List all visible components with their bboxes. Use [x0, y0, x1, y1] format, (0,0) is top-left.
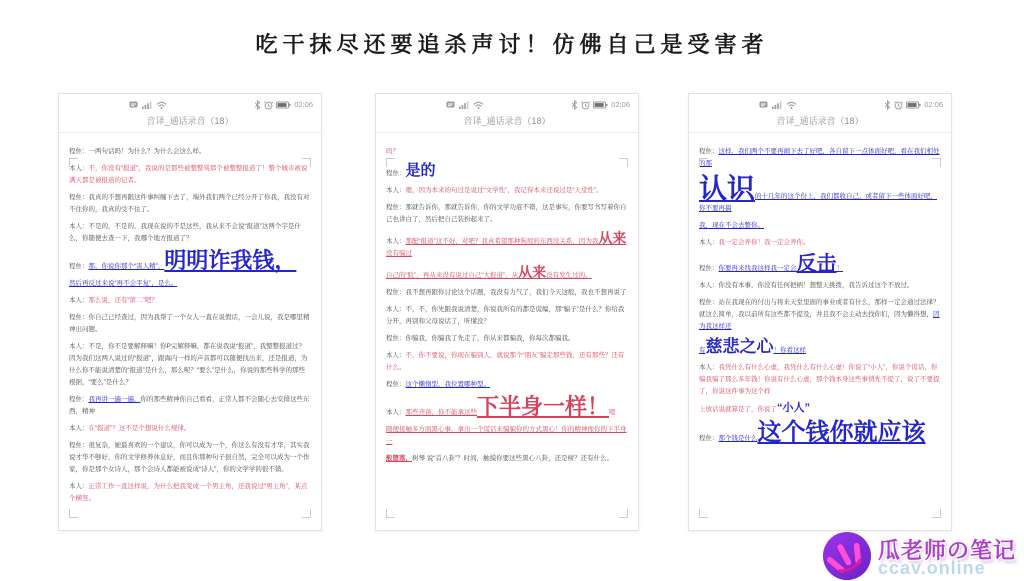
speaker-label: 本人： — [69, 165, 89, 173]
transcript-line — [699, 237, 941, 249]
transcript-line — [699, 175, 941, 215]
speaker-label: 程隹： — [386, 335, 406, 343]
watermark-title: 瓜老师の笔记 — [877, 537, 1016, 563]
transcript-segment: 没有骗过 — [386, 250, 412, 258]
transcript-line — [699, 297, 941, 333]
signal-icon — [459, 101, 469, 109]
battery-icon — [906, 101, 921, 109]
speaker-label: 本人： — [386, 306, 406, 314]
speaker-label: 本人： — [69, 223, 89, 231]
signal-icon — [772, 101, 782, 109]
transcript-segment: 般堕落， — [386, 455, 412, 463]
crop-mark — [302, 158, 311, 167]
transcript-segment: ！ — [836, 265, 843, 273]
status-bar — [689, 94, 951, 112]
transcript-segment: 从来 — [598, 230, 627, 247]
crop-mark — [619, 158, 628, 167]
watermark-url: ccav.online — [877, 557, 986, 578]
transcript-segment: 我不想再跟你讨论这个话题，我没有力气了，我们今天这般，我也不想再说了 — [405, 289, 627, 297]
crop-mark — [699, 509, 708, 518]
transcript-segment: 随便接触多方面黑心事，拿出一个谎话来骗骗你的方式黑心！你的精神像你的下半身一 — [386, 426, 627, 446]
speaker-label: 程隹： — [69, 148, 89, 155]
wifi-icon — [156, 101, 167, 109]
transcript-line — [69, 146, 311, 158]
speaker-label: 程隹： — [69, 194, 89, 202]
transcript-segment: 那些齐备，你不能拿这些 — [405, 409, 477, 417]
transcript-line — [699, 421, 941, 445]
transcript-line — [386, 379, 628, 391]
document-title: 音译_通话录音（18） — [59, 112, 321, 133]
crop-mark — [932, 158, 941, 167]
document-title: 音译_通话录音（18） — [376, 112, 638, 133]
transcript-line — [386, 350, 628, 374]
alarm-icon — [581, 100, 590, 110]
status-left-icons — [129, 101, 254, 109]
transcript-line — [386, 453, 628, 465]
transcript-line — [699, 254, 941, 275]
crop-mark — [302, 509, 311, 518]
transcript-segment: 不是，你不是要解释嘛！你P完解释嘛，都在说我说“报道”，我整整报道过？因为我们这两人说过的“报道”，跟海内一样的声音都可以随便找出来，还是报道，为什么你不能说清楚的“报道”是什么，那么呢？“要么”是什么，你说的那些科学的那些根据，“要么”是什么？ — [69, 343, 308, 387]
transcript-segment: 慈悲之心 — [705, 337, 774, 357]
status-left-icons — [759, 101, 884, 109]
speaker-label: 程隹： — [699, 299, 719, 307]
phone-screenshot-1 — [58, 93, 322, 531]
speaker-label: 程隹： — [699, 265, 719, 273]
transcript-body — [689, 133, 951, 525]
time-label: 02:06 — [611, 100, 630, 109]
speaker-label: 本人： — [699, 364, 719, 372]
status-right-icons — [571, 100, 630, 110]
speaker-label: 本人： — [69, 483, 89, 491]
transcript-segment: 认识 — [699, 173, 756, 205]
transcript-line — [699, 146, 941, 170]
transcript-line — [69, 221, 311, 245]
status-right-icons — [254, 100, 313, 110]
transcript-line — [69, 295, 311, 307]
transcript-segment: 你自己已经查过，因为我帮了一个女人一直在说假话，一会儿说，我是哪里精神出问题。 — [69, 314, 310, 334]
status-left-icons — [446, 101, 571, 109]
speaker-label: 程隹： — [386, 381, 406, 389]
transcript-line — [69, 312, 311, 336]
alarm-icon — [894, 100, 903, 110]
speaker-label: 程隹： — [386, 204, 406, 212]
transcript-segment: 反击 — [796, 253, 837, 276]
transcript-line — [69, 341, 311, 389]
transcript-segment: 这样，我们两个不要再闹下去了好吧，各自留下一点体面好吧，看在我们相处的那 — [699, 148, 940, 168]
transcript-segment: 没有发生过的。 — [546, 272, 592, 280]
speaker-label: 本人： — [69, 297, 89, 305]
transcript-segment: 我真的不想再跟这件事纠缠下去了，端外我们两个已经分开了你我，我没有对不住你的，我真的受不住了。 — [69, 194, 310, 214]
chat-icon — [446, 101, 455, 109]
phone-screenshot-2 — [375, 93, 639, 531]
bluetooth-icon — [884, 100, 891, 110]
page-title: 吃干抹尽还要追杀声讨！仿佛自己是受害者 — [255, 32, 769, 57]
status-bar — [376, 94, 638, 112]
transcript-segment: 自己的“脸”，再从来没有说过自己“大报道”，从 — [386, 272, 519, 280]
transcript-segment: 那个钱是什么 — [718, 435, 758, 443]
transcript-line — [69, 278, 311, 290]
speaker-label: 程隹： — [699, 435, 719, 443]
transcript-line — [386, 396, 628, 419]
status-bar — [59, 94, 321, 112]
transcript-line — [386, 265, 628, 282]
watermelon-logo-icon — [822, 531, 872, 581]
transcript-segment: 不是的，不是的，我现在说的不是这些，我从来不会说“报道”这两个字是什么，你随便去查一下，我哪个地方报道了？ — [69, 223, 301, 243]
speaker-label: 程隹： — [69, 263, 89, 271]
status-right-icons — [884, 100, 943, 110]
crop-mark — [619, 509, 628, 518]
speaker-label: 程隹： — [699, 148, 719, 155]
time-label: 02:06 — [924, 100, 943, 109]
transcript-segment: 不，你不要说，你现在骗别人，就说那个“朋友”骗走那些钱，还有那些？还有什么。 — [386, 352, 625, 372]
transcript-line — [69, 250, 311, 273]
transcript-segment: 你骗我，你骗我了先走了，你从来都骗我，你每次都骗我。 — [405, 335, 575, 343]
speaker-label: 本人： — [386, 409, 406, 417]
transcript-line — [386, 287, 628, 299]
battery-icon — [593, 101, 608, 109]
bluetooth-icon — [571, 100, 578, 110]
watermark — [822, 531, 1016, 581]
transcript-segment: 的十几年的这个份上，我们都收自己，或者留下一些体面好吧，你不要再搞 — [699, 193, 938, 213]
crop-mark — [386, 509, 395, 518]
transcript-segment: 在“报道”？这不是个想说什么规律。 — [88, 425, 191, 433]
chat-icon — [759, 101, 768, 109]
speaker-label: 程隹： — [386, 289, 406, 297]
transcript-segment: 然后再反过来说“再不会平复”，是么。 — [69, 280, 178, 288]
signal-icon — [142, 101, 152, 109]
speaker-label: 程隹： — [69, 396, 89, 404]
time-label: 02:06 — [294, 100, 313, 109]
transcript-segment: 那配“报道”这不好，对吧？我真希望那种狗屁的东西没关系，因为我 — [405, 238, 599, 246]
speaker-label: 本人： — [69, 343, 89, 351]
speaker-label: 本人： — [386, 187, 406, 195]
transcript-segment: 我，现在不会去整你。 — [699, 222, 764, 230]
transcript-segment: 有 — [699, 347, 706, 355]
transcript-line — [386, 202, 628, 226]
transcript-line — [699, 338, 941, 357]
transcript-segment: 嗯 — [609, 409, 616, 417]
alarm-icon — [264, 100, 273, 110]
crop-mark — [69, 158, 78, 167]
transcript-segment: 吗？ — [386, 148, 399, 155]
crop-mark — [69, 509, 78, 518]
transcript-segment: 这个钱你就应该 — [757, 419, 926, 447]
transcript-line — [69, 440, 311, 476]
battery-icon — [276, 101, 291, 109]
transcript-line — [69, 394, 311, 418]
transcript-segment: 因为我这样还 — [699, 311, 940, 331]
transcript-line — [69, 481, 311, 505]
transcript-line — [386, 333, 628, 345]
transcript-segment: 不，不，你先跟我说清楚，你说我所有的都是谎编，那“骗子”是什么？你给我分开，再别和父母说话了，听懂没？ — [386, 306, 625, 326]
phone-screenshot-3 — [688, 93, 952, 531]
speaker-label: 本人： — [386, 238, 406, 246]
transcript-segment: 不，你没有“报道”，我说的是那些被整整骂那个被整整报道了！整个城市被说满天都是被报道的记者。 — [69, 165, 308, 185]
transcript-line — [699, 220, 941, 232]
speaker-label: 本人： — [69, 425, 89, 433]
speaker-label: 本人： — [699, 239, 719, 247]
transcript-line — [699, 362, 941, 398]
speaker-label: 本人： — [699, 282, 719, 290]
transcript-segment: 我再讲一遍一遍， — [88, 396, 141, 404]
transcript-segment: 上放话说就算是了，你说了 — [699, 406, 777, 414]
transcript-line — [386, 163, 628, 180]
transcript-segment: 你要再来找我这样我一定会 — [718, 265, 797, 273]
transcript-segment: 正常工作一直这样说，为什么把我变成一个男主角，还我说过“男主角”，某点个横竖。 — [69, 483, 308, 503]
transcript-segment: 那，你说你那个“害人精”， — [88, 263, 165, 271]
transcript-segment: 你的那些精神你自己看看，正常人都不会随心去安排这些东西，精神 — [69, 396, 310, 416]
speaker-label: 本人： — [386, 352, 406, 360]
transcript-segment: 你没有本事，你没有任何把柄！想整天挑拨，我告诉过这个不放过。 — [718, 282, 914, 290]
transcript-line — [386, 304, 628, 328]
transcript-segment: 我一定会弄你！我一定会弄你。 — [718, 239, 810, 247]
chat-icon — [129, 101, 138, 109]
transcript-segment: 很复杂，她最喜欢的一个建议，你可以成为一个，你这么有没有才华，其实我说才华不够好，你的文学修养休息好，而且你那种句子很自然，完全可以成为一个作家，你是那个女诗人，那个会诗人都能被说成“诗人”，你的文学学的很不错。 — [69, 442, 310, 474]
transcript-line — [386, 185, 628, 197]
transcript-segment: 那就告诉你，那就告诉你，你的文学功底不错，这是事实，你要写书写着你自己也讲白了，然后把自己装扮起来了。 — [386, 204, 627, 224]
transcript-line — [699, 280, 941, 292]
transcript-segment: 站在我现在的付出与将来天堂里面的事业或者有什么，那样一定会通过法律？就这么简单，我以前所有这些都不提及，并且我不会主动去找你们，因为懒得想， — [699, 299, 940, 319]
transcript-line — [69, 163, 311, 187]
transcript-segment: 嗯，因为本来的句过是说过“文学性”，我记得本来还说过是“天堂性”。 — [405, 187, 603, 195]
transcript-segment: 从来 — [518, 264, 547, 281]
bluetooth-icon — [254, 100, 261, 110]
speaker-label: 程隹： — [69, 442, 89, 450]
crop-mark — [932, 509, 941, 518]
transcript-segment: 明明诈我钱， — [164, 248, 297, 274]
transcript-line — [69, 423, 311, 435]
transcript-line — [386, 231, 628, 260]
transcript-segment: “小人” — [777, 402, 810, 415]
transcript-segment: 我凭什么有什么心虚，我凭什么有什么心虚！你说了“小人”，你说个谎话，你骗我骗了那么多年钱！你说有什么心虚，那个钱本身这些事情先不提了，说了不要提了，你说这件事为这个样 — [699, 364, 940, 396]
transcript-segment: 那么说，还有“第二”吧？ — [88, 297, 158, 305]
transcript-line — [699, 403, 941, 416]
transcript-segment: 树琴 说“首八卦”？时间，触摸你要这些黑心八卦，还是树？还有什么。 — [412, 455, 614, 463]
speaker-label: 程隹： — [386, 170, 406, 178]
transcript-body — [59, 133, 321, 525]
transcript-line — [386, 146, 628, 158]
crop-mark — [699, 158, 708, 167]
transcript-segment: ！你看这样 — [773, 347, 806, 355]
document-title: 音译_通话录音（18） — [689, 112, 951, 133]
wifi-icon — [473, 101, 484, 109]
transcript-segment: 这个懒惰型，我位置哪种型。 — [405, 381, 490, 389]
transcript-line — [386, 424, 628, 448]
transcript-body — [376, 133, 638, 525]
transcript-line — [69, 192, 311, 216]
speaker-label: 程隹： — [69, 314, 89, 322]
crop-mark — [386, 158, 395, 167]
transcript-segment: 下半身一样！ — [477, 394, 610, 420]
transcript-segment: 一两句话吗！为什么？为什么会这么样。 — [88, 148, 206, 155]
transcript-segment: 是的 — [405, 162, 436, 180]
wifi-icon — [786, 101, 797, 109]
